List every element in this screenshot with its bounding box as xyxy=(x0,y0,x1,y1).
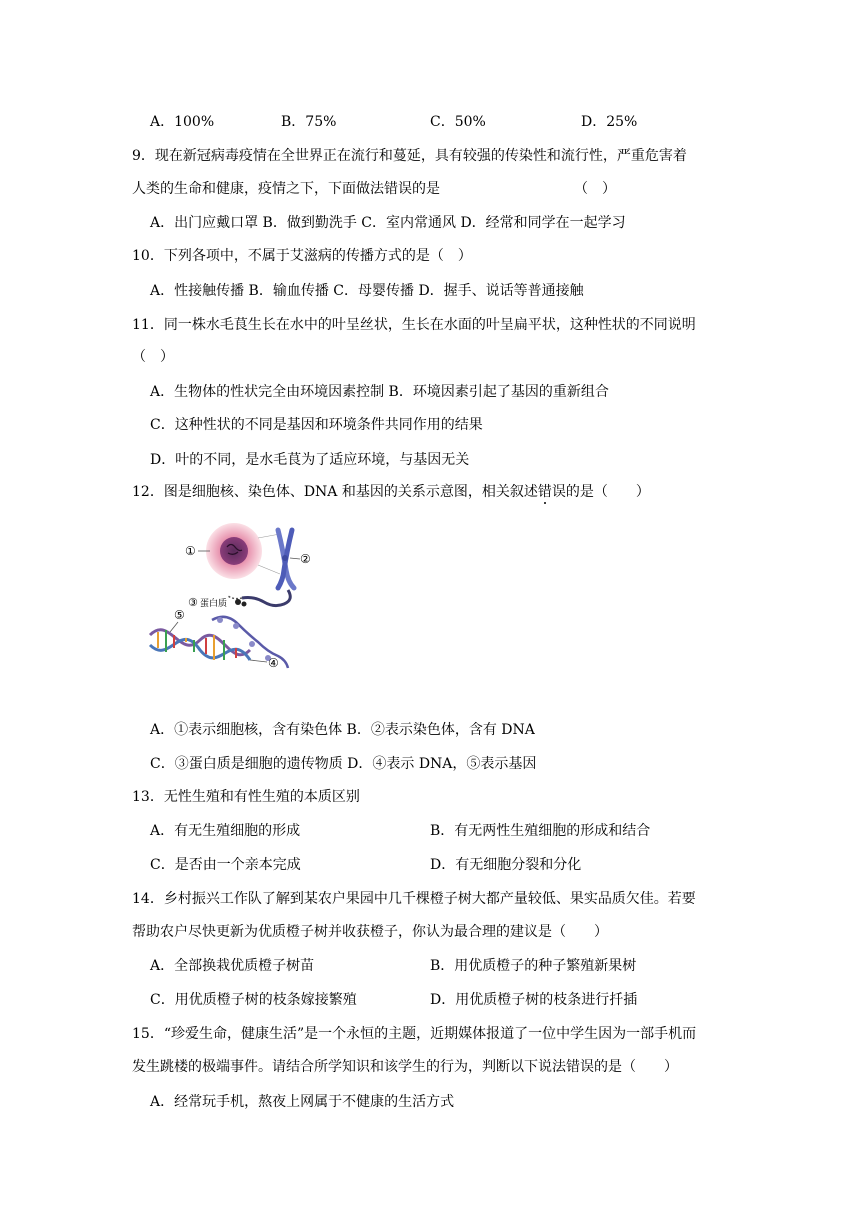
q15-option-a: A．经常玩手机，熬夜上网属于不健康的生活方式 xyxy=(150,1094,455,1110)
q12-stem-emphasis: 错 xyxy=(537,484,552,500)
q13-option-b: B．有无两性生殖细胞的形成和结合 xyxy=(430,823,651,839)
q14-stem-line1: 14．乡村振兴工作队了解到某农户果园中几千棵橙子树大都产量较低、果实品质欠佳。若要 xyxy=(132,891,696,907)
q9-options: A．出门应戴口罩 B．做到勤洗手 C．室内常通风 D．经常和同学在一起学习 xyxy=(150,215,626,231)
q12-stem-pre: 12．图是细胞核、染色体、DNA 和基因的关系示意图，相关叙述 xyxy=(132,484,538,500)
q13-stem: 13．无性生殖和有性生殖的本质区别 xyxy=(132,789,360,805)
figure-label-1: ① xyxy=(185,544,196,558)
q13-option-a: A．有无生殖细胞的形成 xyxy=(150,823,301,839)
figure-label-5: ⑤ xyxy=(174,608,185,622)
q12-options-ab: A．①表示细胞核，含有染色体 B．②表示染色体，含有 DNA xyxy=(150,722,535,738)
dna-double-helix-drawing xyxy=(150,630,250,660)
q9-stem-line2: 人类的生命和健康，疫情之下，下面做法错误的是 xyxy=(132,181,440,197)
q9-answer-paren: （ ） xyxy=(574,181,616,197)
cell-dna-figure xyxy=(140,520,330,690)
q12-options-cd: C．③蛋白质是细胞的遗传物质 D．④表示 DNA，⑤表示基因 xyxy=(150,756,537,772)
q11-stem-line1: 11．同一株水毛茛生长在水中的叶呈丝状，生长在水面的叶呈扁平状，这种性状的不同说明 xyxy=(132,317,696,333)
q11-option-d: D．叶的不同，是水毛茛为了适应环境，与基因无关 xyxy=(150,452,470,468)
q11-option-c: C．这种性状的不同是基因和环境条件共同作用的结果 xyxy=(150,417,483,433)
q14-option-c: C．用优质橙子树的枝条嫁接繁殖 xyxy=(150,992,357,1008)
q13-option-c: C．是否由一个亲本完成 xyxy=(150,857,301,873)
figure-label-3-text: 蛋白质 xyxy=(200,599,228,609)
q10-options: A．性接触传播 B．输血传播 C．母婴传播 D．握手、说话等普通接触 xyxy=(150,283,584,299)
figure-label-3: ③ xyxy=(188,596,198,609)
chromosome-drawing xyxy=(278,530,294,588)
q11-options-ab: A．生物体的性状完全由环境因素控制 B．环境因素引起了基因的重新组合 xyxy=(150,384,609,400)
q15-stem-line1: 15．“珍爱生命，健康生活”是一个永恒的主题，近期媒体报道了一位中学生因为一部手机而 xyxy=(132,1026,697,1042)
q14-option-a: A．全部换栽优质橙子树苗 xyxy=(150,958,315,974)
q15-stem-line2: 发生跳楼的极端事件。请结合所学知识和该学生的行为，判断以下说法错误的是（ ） xyxy=(132,1059,678,1075)
q12-stem xyxy=(132,482,650,502)
q13-option-d: D．有无细胞分裂和分化 xyxy=(430,857,582,873)
figure-label-4: ④ xyxy=(268,656,279,670)
q12-stem-post: 误的是（ ） xyxy=(551,484,650,500)
q8-option-c: C．50% xyxy=(430,114,486,130)
q14-option-d: D．用优质橙子树的枝条进行扦插 xyxy=(430,992,638,1008)
q11-stem-line2: （ ） xyxy=(132,349,174,365)
q10-stem: 10．下列各项中，不属于艾滋病的传播方式的是（ ） xyxy=(132,248,472,264)
q8-option-d: D．25% xyxy=(581,114,638,130)
q8-option-a: A．100% xyxy=(150,114,215,130)
q14-option-b: B．用优质橙子的种子繁殖新果树 xyxy=(430,958,637,974)
q9-stem-line1: 9．现在新冠病毒疫情在全世界正在流行和蔓延，具有较强的传染性和流行性，严重危害着 xyxy=(132,148,687,164)
figure-label-2: ② xyxy=(300,552,311,566)
q14-stem-line2: 帮助农户尽快更新为优质橙子树并收获橙子，你认为最合理的建议是（ ） xyxy=(132,924,608,940)
q8-option-b: B．75% xyxy=(281,114,337,130)
